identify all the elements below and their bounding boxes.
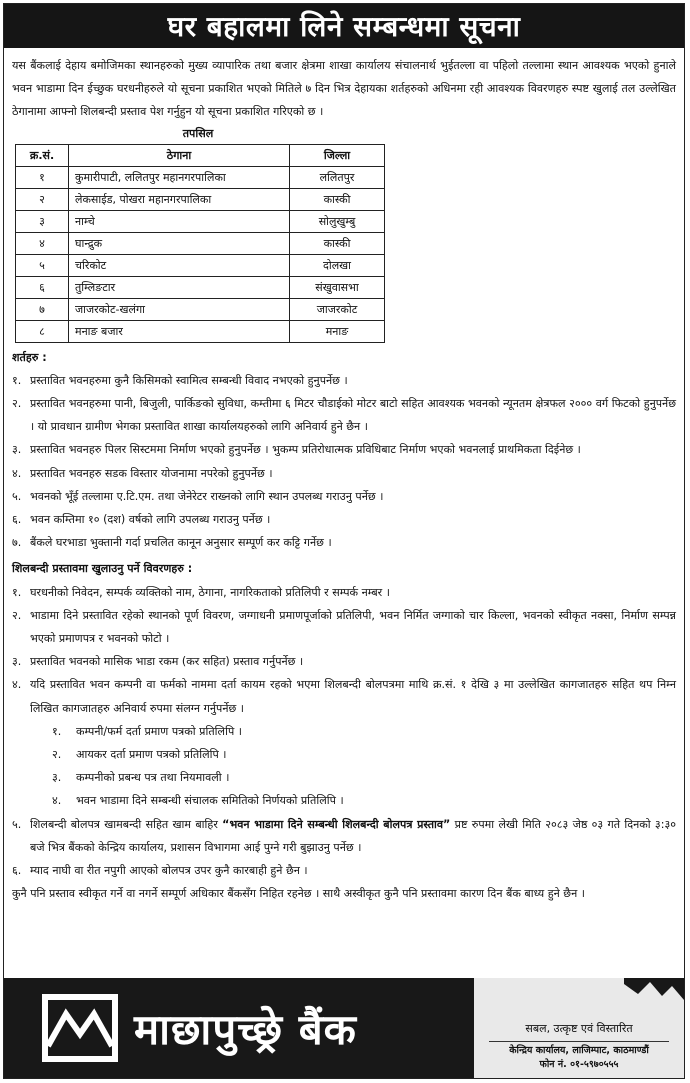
item-number: ६.: [12, 864, 22, 878]
notice-content: [4, 48, 684, 905]
item-text-part: शिलबन्दी बोलपत्र खामबन्दी सहित खाम बाहिर: [30, 817, 223, 831]
cell-sn: १: [16, 166, 69, 188]
table-row: [16, 166, 385, 188]
bank-footer: [4, 978, 684, 1078]
list-item: [12, 813, 676, 859]
item-text: प्रस्तावित भवनको मासिक भाडा रकम (कर सहित) प्रस्ताव गर्नुपर्नेछ ।: [30, 655, 304, 669]
cell-sn: ८: [16, 320, 69, 342]
cell-district: मनाङ: [290, 320, 385, 342]
table-title: तपसिल: [182, 126, 214, 140]
cell-sn: २: [16, 188, 69, 210]
list-item: [52, 766, 676, 789]
mountain-logo-icon: [42, 994, 118, 1062]
item-text: घरधनीको निवेदन, सम्पर्क व्यक्तिको नाम, ठेगाना, नागरिकताको प्रतिलिपी र सम्पर्क नम्बर ।: [30, 585, 390, 599]
item-number: २.: [12, 397, 22, 411]
cell-district: कास्की: [290, 232, 385, 254]
item-text: बैंकले घरभाडा भुक्तानी गर्दा प्रचलित कानून अनुसार सम्पूर्ण कर कट्टि गर्नेछ ।: [30, 536, 332, 550]
document-sublist: [12, 720, 676, 813]
header-district: जिल्ला: [290, 144, 385, 166]
closing-paragraph: कुनै पनि प्रस्ताव स्वीकृत गर्ने वा नगर्ने सम्पूर्ण अधिकार बैंकसँग निहित रहनेछ । साथै अस्वीकृत कुनै पनि प्रस्तावमा कारण दिन बैंक बाध्य हुने छैन ।: [12, 887, 585, 901]
table-row: [16, 210, 385, 232]
cell-sn: ३: [16, 210, 69, 232]
notice-title: घर बहालमा लिने सम्बन्धमा सूचना: [4, 4, 684, 48]
item-number: २.: [52, 748, 62, 762]
item-text: म्याद नाघी वा रीत नपुगी आएको बोलपत्र उपर कुनै कारबाही हुने छैन ।: [30, 864, 308, 878]
conditions-heading: शर्तहरु :: [12, 350, 47, 364]
peaks-icon: [624, 978, 684, 1000]
item-text: कम्पनी/फर्म दर्ता प्रमाण पत्रको प्रतिलिपि ।: [76, 724, 242, 738]
item-number: १.: [12, 585, 22, 599]
list-item: [12, 604, 676, 650]
table-row: [16, 320, 385, 342]
table-row: [16, 276, 385, 298]
list-item: [12, 859, 676, 882]
item-text: यदि प्रस्तावित भवन कम्पनी वा फर्मको नाममा दर्ता कायम रहको भएमा शिलबन्दी बोलपत्रमा माथि क्र.सं. १ देखि ३ मा उल्लेखित कागजातहरु सहित थप निम्न लिखित कागजातहरु अनिवार्य रुपमा संलग्न गर्नुपर्नेछ ।: [30, 678, 676, 715]
list-item: [12, 369, 676, 392]
item-text: प्रस्तावित भवनहरुमा पानी, बिजुली, पार्किङको सुविधा, कम्तीमा ६ मिटर चौडाईको मोटर बाटो सहित आवश्यक भवनको न्यूनतम क्षेत्रफल २००० वर्ग फिटको हुनुपर्नेछ । यो प्रावधान ग्रामीण भेगका प्रस्तावित शाखा कार्यालयहरुको लागि अनिवार्य हुने छैन ।: [30, 397, 676, 434]
list-item: [12, 673, 676, 719]
cell-sn: ७: [16, 298, 69, 320]
item-number: २.: [12, 608, 22, 622]
table-row: [16, 254, 385, 276]
item-number: १.: [52, 724, 62, 738]
header-address: ठेगाना: [69, 144, 290, 166]
details-list-continued: [12, 813, 676, 883]
item-number: ६.: [12, 513, 22, 527]
details-list: [12, 581, 676, 720]
cell-address: मनाङ बजार: [69, 320, 290, 342]
branch-table: [15, 144, 385, 343]
item-number: ३.: [12, 443, 22, 457]
table-row: [16, 232, 385, 254]
list-item: [12, 392, 676, 438]
item-number: ४.: [12, 678, 22, 692]
list-item: [12, 531, 676, 554]
cell-sn: ४: [16, 232, 69, 254]
item-text: प्रस्तावित भवनहरुमा कुनै किसिमको स्वामित्व सम्बन्धी विवाद नभएको हुनुपर्नेछ ।: [30, 373, 348, 387]
item-number: ५.: [12, 817, 22, 831]
cell-address: लेकसाईड, पोखरा महानगरपालिका: [69, 188, 290, 210]
cell-address: तुम्लिङटार: [69, 276, 290, 298]
item-number: ३.: [12, 655, 22, 669]
phone-number: फोन नं. ०१-५९७०५५५: [539, 1059, 619, 1070]
item-number: ४.: [12, 466, 22, 480]
tagline-divider: [489, 1041, 669, 1042]
cell-address: घान्द्रुक: [69, 232, 290, 254]
list-item: [12, 438, 676, 461]
bank-tagline: सबल, उत्कृष्ट एवं विस्तारित: [525, 1022, 633, 1035]
cell-district: जाजरकोट: [290, 298, 385, 320]
tagline-area: [474, 978, 684, 1078]
details-heading: शिलबन्दी प्रस्तावमा खुलाउनु पर्ने विवरणहरु :: [12, 562, 193, 576]
item-number: ४.: [52, 794, 62, 808]
list-item: [12, 581, 676, 604]
item-text: कम्पनीको प्रबन्ध पत्र तथा नियमावली ।: [76, 771, 230, 785]
item-text: [30, 813, 676, 859]
item-number: ३.: [52, 771, 62, 785]
list-item: [52, 720, 676, 743]
item-number: ५.: [12, 489, 22, 503]
cell-address: चरिकोट: [69, 254, 290, 276]
cell-district: संखुवासभा: [290, 276, 385, 298]
cell-district: सोलुखुम्बु: [290, 210, 385, 232]
table-row: [16, 188, 385, 210]
cell-sn: ६: [16, 276, 69, 298]
list-item: [52, 743, 676, 766]
cell-district: ललितपुर: [290, 166, 385, 188]
bank-name: माछापुच्छ्रे बैंक: [134, 1004, 357, 1054]
list-item: [12, 650, 676, 673]
item-number: ७.: [12, 536, 22, 550]
item-text: भवन भाडामा दिने सम्बन्धी संचालक समितिको निर्णयको प्रतिलिपि ।: [76, 794, 344, 808]
envelope-label: “भवन भाडामा दिने सम्बन्धी शिलबन्दी बोलपत्र प्रस्ताव”: [222, 817, 451, 831]
item-text: प्रस्तावित भवनहरु सडक विस्तार योजनामा नपरेको हुनुपर्नेछ ।: [30, 466, 273, 480]
header-sn: क्र.सं.: [16, 144, 69, 166]
list-item: [12, 508, 676, 531]
cell-address: नाम्चे: [69, 210, 290, 232]
intro-paragraph: यस बैंकलाई देहाय बमोजिमका स्थानहरुको मुख्य व्यापारिक तथा बजार क्षेत्रमा शाखा कार्यालय संचालनार्थ भुईतल्ला वा पहिलो तल्लामा स्थान आवश्यक भएको हुनाले भवन भाडामा दिन ईच्छुक घरधनीहरुले यो सूचना प्रकाशित भएको मितिले ७ दिन भित्र देहायका शर्तहरुको अधिनमा रही आवश्यक विवरणहरु स्पष्ट खुलाई तल उल्लेखित ठेगानामा आफ्नो शिलबन्दी प्रस्ताव पेश गर्नुहुन यो सूचना प्रकाशित गरिएको छ ।: [12, 59, 676, 119]
cell-sn: ५: [16, 254, 69, 276]
list-item: [12, 462, 676, 485]
cell-address: जाजरकोट-खलंगा: [69, 298, 290, 320]
cell-address: कुमारीपाटी, ललितपुर महानगरपालिका: [69, 166, 290, 188]
item-text: भवन कम्तिमा १० (दश) वर्षको लागि उपलब्ध गराउनु पर्नेछ ।: [30, 513, 271, 527]
list-item: [12, 485, 676, 508]
item-text: आयकर दर्ता प्रमाण पत्रको प्रतिलिपि ।: [76, 748, 227, 762]
cell-district: कास्की: [290, 188, 385, 210]
conditions-list: [12, 369, 676, 555]
item-text: प्रस्तावित भवनहरु पिलर सिस्टममा निर्माण भएको हुनुपर्नेछ । भुकम्प प्रतिरोधात्मक प्रविधिबाट निर्माण भएको भवनलाई प्राथमिकता दिईनेछ ।: [30, 443, 581, 457]
cell-district: दोलखा: [290, 254, 385, 276]
table-header-row: [16, 144, 385, 166]
notice-frame: [3, 3, 685, 1079]
list-item: [52, 789, 676, 812]
head-office-address: केन्द्रिय कार्यालय, लाजिम्पाट, काठमाण्डौं: [509, 1045, 649, 1056]
table-row: [16, 298, 385, 320]
item-text-part: प्रष्ट रुपमा लेखी मिति २०८३ जेष्ठ ०३ गते दिनको ३:३० बजे भित्र बैंकको केन्द्रिय कार्यालय, प्रशासन विभागमा आई पुग्ने गरी बुझाउनु पर्नेछ ।: [30, 817, 676, 854]
item-text: भाडामा दिने प्रस्तावित रहेको स्थानको पूर्ण विवरण, जग्गाधनी प्रमाणपूर्जाको प्रतिलिपी, भवन निर्मित जग्गाको चार किल्ला, भवनको स्वीकृत नक्सा, निर्माण सम्पन्न भएको प्रमाणपत्र र भवनको फोटो ।: [30, 608, 676, 646]
logo-area: [4, 978, 474, 1078]
item-number: १.: [12, 373, 22, 387]
item-text: भवनको भूँई तल्लामा ए.टि.एम. तथा जेनेरेटर राख्नको लागि स्थान उपलब्ध गराउनु पर्नेछ ।: [30, 489, 384, 503]
